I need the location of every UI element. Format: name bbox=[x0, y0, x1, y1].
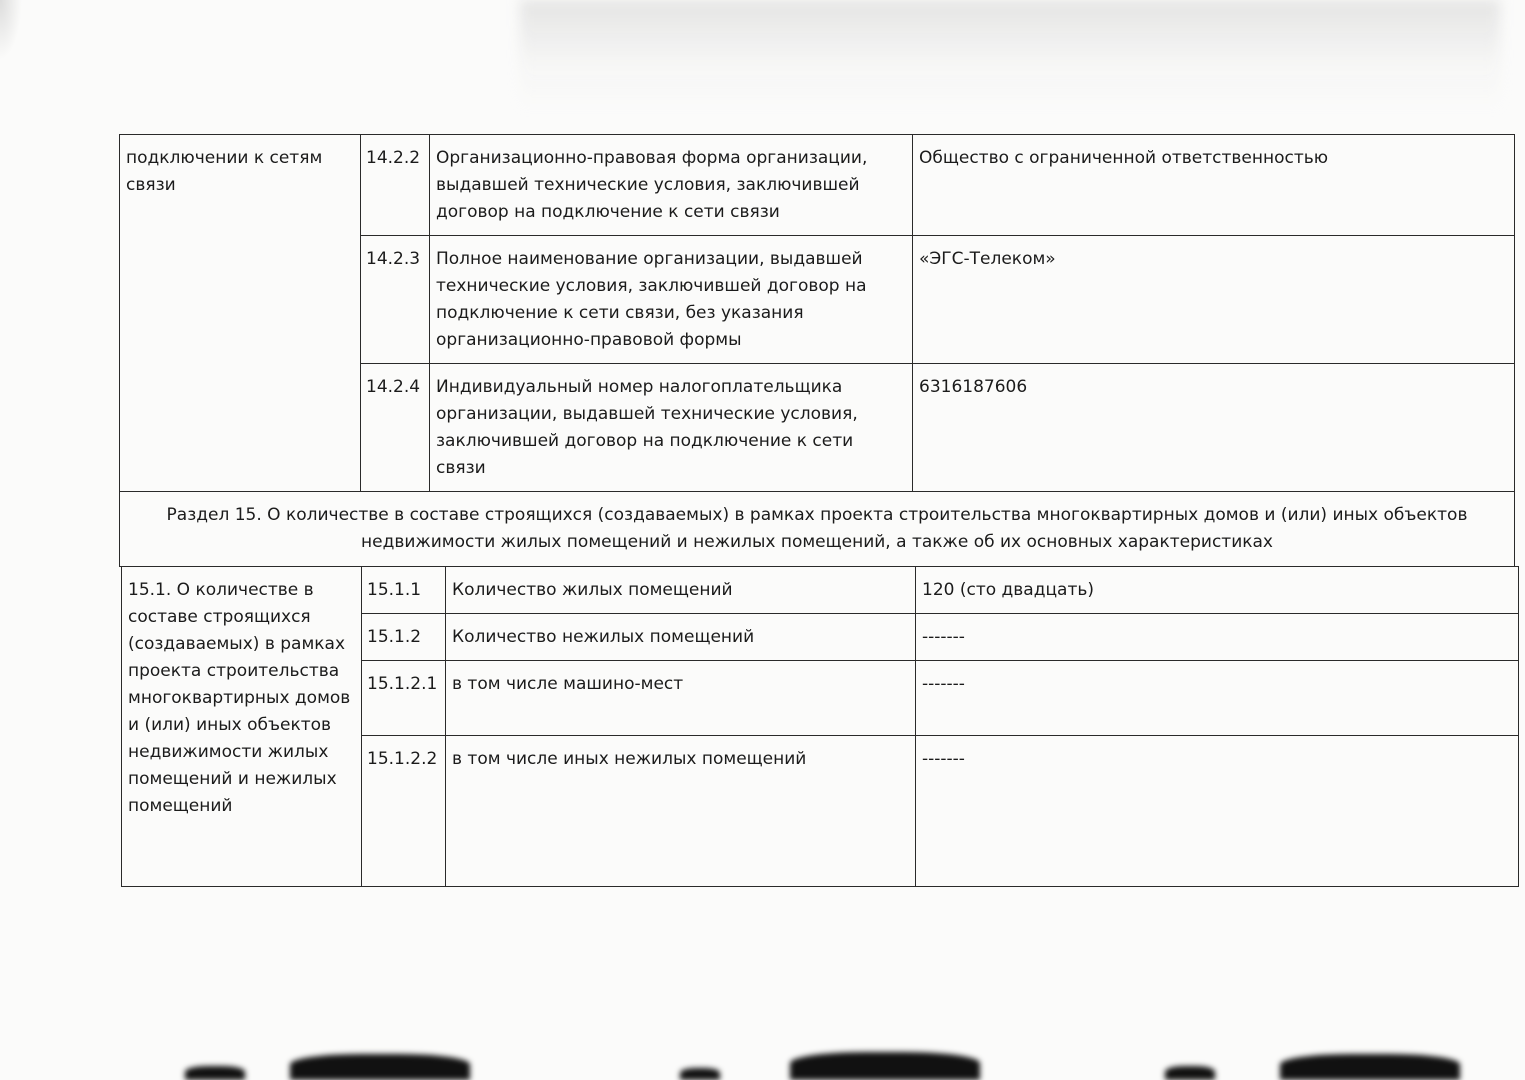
scan-artifact bbox=[185, 1066, 245, 1080]
scan-artifact bbox=[1165, 1066, 1215, 1080]
row-number: 15.1.2.2 bbox=[362, 736, 446, 887]
table-row bbox=[120, 135, 1515, 236]
disclosure-table-section-14 bbox=[119, 134, 1515, 567]
section-15-title: Раздел 15. О количестве в составе строящихся (создаваемых) в рамках проекта строительства многоквартирных домов и (или) иных объектов недвижимости жилых помещений и нежилых помещений, а также об их основных характеристиках bbox=[120, 492, 1515, 567]
table-row bbox=[122, 567, 1519, 614]
row-name: в том числе машино-мест bbox=[446, 661, 916, 736]
scan-artifact bbox=[680, 1068, 720, 1080]
scan-artifact bbox=[790, 1052, 980, 1080]
row-name: Полное наименование организации, выдавшей технические условия, заключившей договор на подключение к сети связи, без указания организационно-правовой формы bbox=[430, 236, 913, 364]
row-value: ------- bbox=[916, 736, 1519, 887]
scan-artifact bbox=[290, 1054, 470, 1080]
group-label-cell: подключении к сетям связи bbox=[120, 135, 361, 492]
row-value: Общество с ограниченной ответственностью bbox=[913, 135, 1515, 236]
row-name: Индивидуальный номер налогоплательщика организации, выдавшей технические условия, заключившей договор на подключение к сети связи bbox=[430, 364, 913, 492]
disclosure-table-section-15 bbox=[121, 566, 1519, 887]
row-value: «ЭГС-Телеком» bbox=[913, 236, 1515, 364]
scan-artifact bbox=[1280, 1054, 1460, 1080]
row-name: Количество нежилых помещений bbox=[446, 614, 916, 661]
row-number: 15.1.2.1 bbox=[362, 661, 446, 736]
row-number: 14.2.2 bbox=[361, 135, 430, 236]
row-number: 15.1.2 bbox=[362, 614, 446, 661]
section-heading-row bbox=[120, 492, 1515, 567]
row-name: Количество жилых помещений bbox=[446, 567, 916, 614]
row-value: ------- bbox=[916, 661, 1519, 736]
row-number: 15.1.1 bbox=[362, 567, 446, 614]
group-label-cell: 15.1. О количестве в составе строящихся (создаваемых) в рамках проекта строительства многоквартирных домов и (или) иных объектов недвижимости жилых помещений и нежилых помещений bbox=[122, 567, 362, 887]
scan-edge-shadow bbox=[0, 0, 22, 60]
row-name: в том числе иных нежилых помещений bbox=[446, 736, 916, 887]
row-number: 14.2.4 bbox=[361, 364, 430, 492]
row-name: Организационно-правовая форма организации, выдавшей технические условия, заключившей договор на подключение к сети связи bbox=[430, 135, 913, 236]
row-value: 6316187606 bbox=[913, 364, 1515, 492]
scan-bleed-through bbox=[520, 0, 1500, 110]
row-value: 120 (сто двадцать) bbox=[916, 567, 1519, 614]
row-number: 14.2.3 bbox=[361, 236, 430, 364]
row-value: ------- bbox=[916, 614, 1519, 661]
